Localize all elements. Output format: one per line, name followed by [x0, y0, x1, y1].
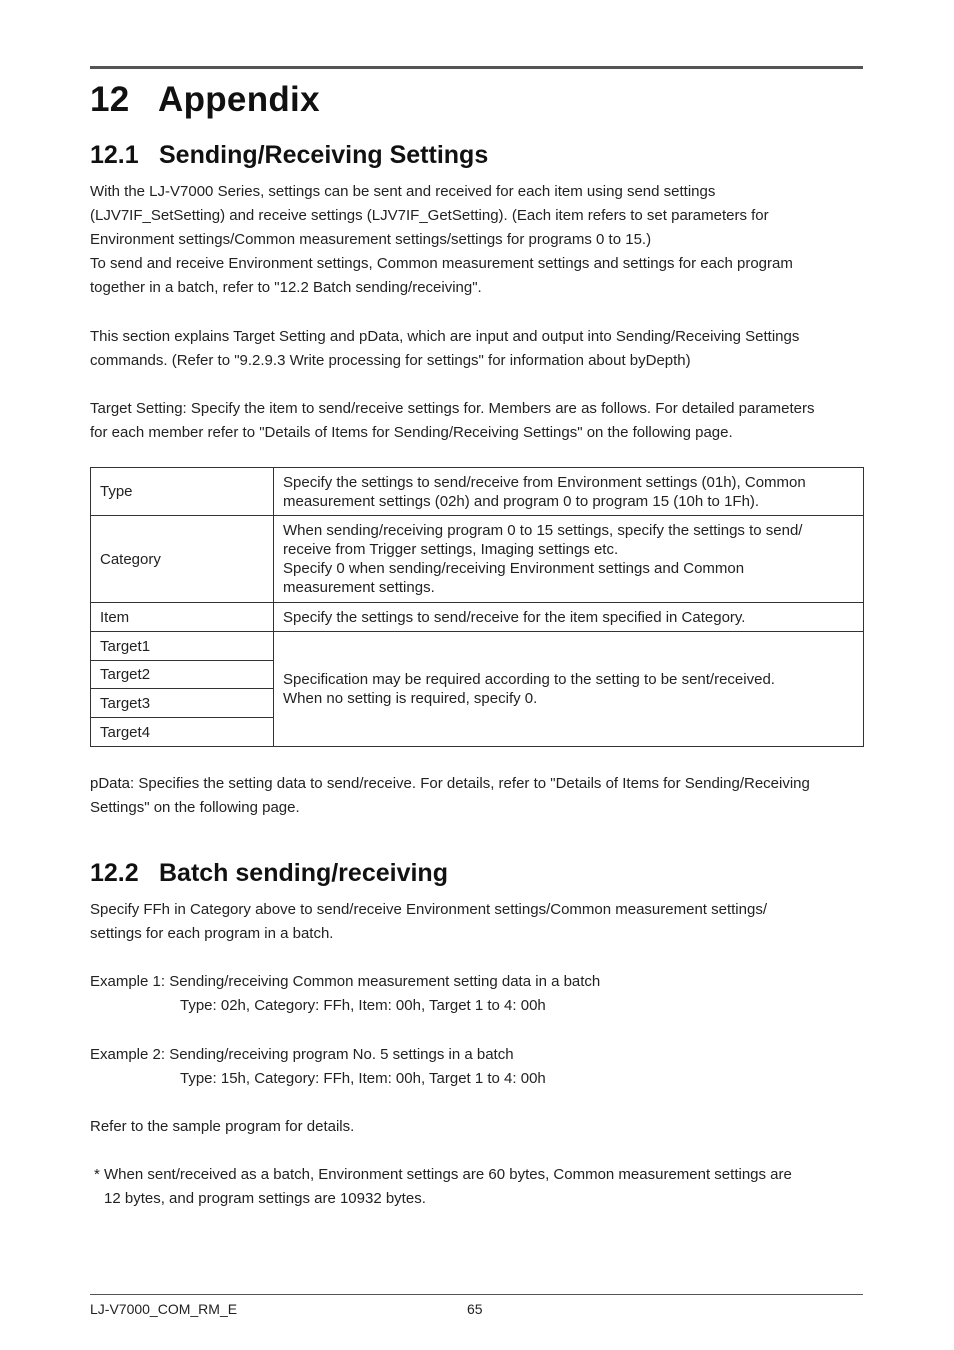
chapter-title-text: Appendix	[158, 80, 320, 119]
chapter-number: 12	[90, 80, 130, 119]
pdata-description	[90, 772, 865, 820]
category-description	[274, 516, 864, 603]
table-row	[91, 516, 864, 603]
text-line: measurement settings (02h) and program 0 to program 15 (10h to 1Fh).	[283, 492, 760, 510]
top-rule	[90, 66, 863, 69]
text-line: together in a batch, refer to "12.2 Batch sending/receiving".	[90, 279, 482, 296]
text-line: Target Setting: Specify the item to send/receive settings for. Members are as follows. For detailed parameters	[90, 400, 815, 417]
section-12-1-title	[90, 141, 488, 170]
text-line: When no setting is required, specify 0.	[283, 690, 538, 707]
text-line: Specify the settings to send/receive from Environment settings (01h), Common	[283, 473, 806, 491]
type-label: Type	[91, 468, 274, 516]
text-line: receive from Trigger settings, Imaging settings etc.	[283, 541, 619, 558]
text-line: settings for each program in a batch.	[90, 925, 334, 942]
section-12-2-title-text: Batch sending/receiving	[159, 859, 448, 887]
text-line: pData: Specifies the setting data to send/receive. For details, refer to "Details of Items for Sending/Receiving	[90, 775, 810, 792]
text-line: commands. (Refer to "9.2.9.3 Write processing for settings" for information about byDepth)	[90, 352, 691, 369]
section-12-1-explanation	[90, 325, 865, 373]
chapter-title	[90, 80, 320, 120]
example-2-detail: Type: 15h, Category: FFh, Item: 00h, Target 1 to 4: 00h	[180, 1070, 546, 1087]
text-line: for each member refer to "Details of Items for Sending/Receiving Settings" on the following page.	[90, 424, 733, 441]
section-12-1-number: 12.1	[90, 141, 139, 169]
section-12-1-title-text: Sending/Receiving Settings	[159, 141, 489, 169]
text-line: When sending/receiving program 0 to 15 settings, specify the settings to send/	[283, 522, 803, 539]
example-1-title: Example 1: Sending/receiving Common measurement setting data in a batch	[90, 973, 601, 990]
table-row	[91, 632, 864, 661]
batch-size-note	[94, 1163, 874, 1211]
category-label: Category	[91, 516, 274, 603]
text-line: Specify 0 when sending/receiving Environment settings and Common	[283, 560, 745, 577]
target2-label: Target2	[91, 661, 274, 689]
text-line: To send and receive Environment settings, Common measurement settings and settings for each program	[90, 255, 793, 272]
target1-label: Target1	[91, 632, 274, 661]
example-2	[90, 1043, 865, 1091]
target-setting-table	[90, 467, 864, 747]
text-line: (LJV7IF_SetSetting) and receive settings (LJV7IF_GetSetting). (Each item refers to set parameters for	[90, 207, 769, 224]
example-1-detail: Type: 02h, Category: FFh, Item: 00h, Target 1 to 4: 00h	[180, 997, 546, 1014]
text-line: Specify FFh in Category above to send/receive Environment settings/Common measurement settings/	[90, 901, 767, 918]
text-line: * When sent/received as a batch, Environment settings are 60 bytes, Common measurement settings are	[94, 1166, 792, 1183]
footer-page-number: 65	[467, 1301, 483, 1317]
target-description	[274, 632, 864, 747]
section-12-2-number: 12.2	[90, 859, 139, 887]
target-setting-description	[90, 397, 865, 445]
item-description: Specify the settings to send/receive for the item specified in Category.	[274, 603, 864, 632]
footer-document-id: LJ-V7000_COM_RM_E	[90, 1301, 238, 1317]
text-line: Environment settings/Common measurement settings/settings for programs 0 to 15.)	[90, 231, 652, 248]
section-12-2-intro	[90, 898, 865, 946]
text-line: Settings" on the following page.	[90, 799, 300, 816]
item-label: Item	[91, 603, 274, 632]
section-12-2-title	[90, 859, 448, 888]
target4-label: Target4	[91, 718, 274, 747]
footer-rule	[90, 1294, 863, 1295]
table-row	[91, 603, 864, 632]
sample-program-reference: Refer to the sample program for details.	[90, 1118, 355, 1135]
text-line: With the LJ-V7000 Series, settings can be sent and received for each item using send settings	[90, 183, 716, 200]
text-line: This section explains Target Setting and pData, which are input and output into Sending/Receiving Settings	[90, 328, 800, 345]
section-12-1-intro	[90, 180, 865, 300]
target3-label: Target3	[91, 689, 274, 718]
type-description	[274, 468, 864, 516]
example-2-title: Example 2: Sending/receiving program No. 5 settings in a batch	[90, 1046, 514, 1063]
text-line: measurement settings.	[283, 579, 435, 596]
example-1	[90, 970, 865, 1018]
text-line: 12 bytes, and program settings are 10932 bytes.	[104, 1190, 426, 1207]
table-row	[91, 468, 864, 516]
text-line: Specification may be required according to the setting to be sent/received.	[283, 671, 775, 688]
